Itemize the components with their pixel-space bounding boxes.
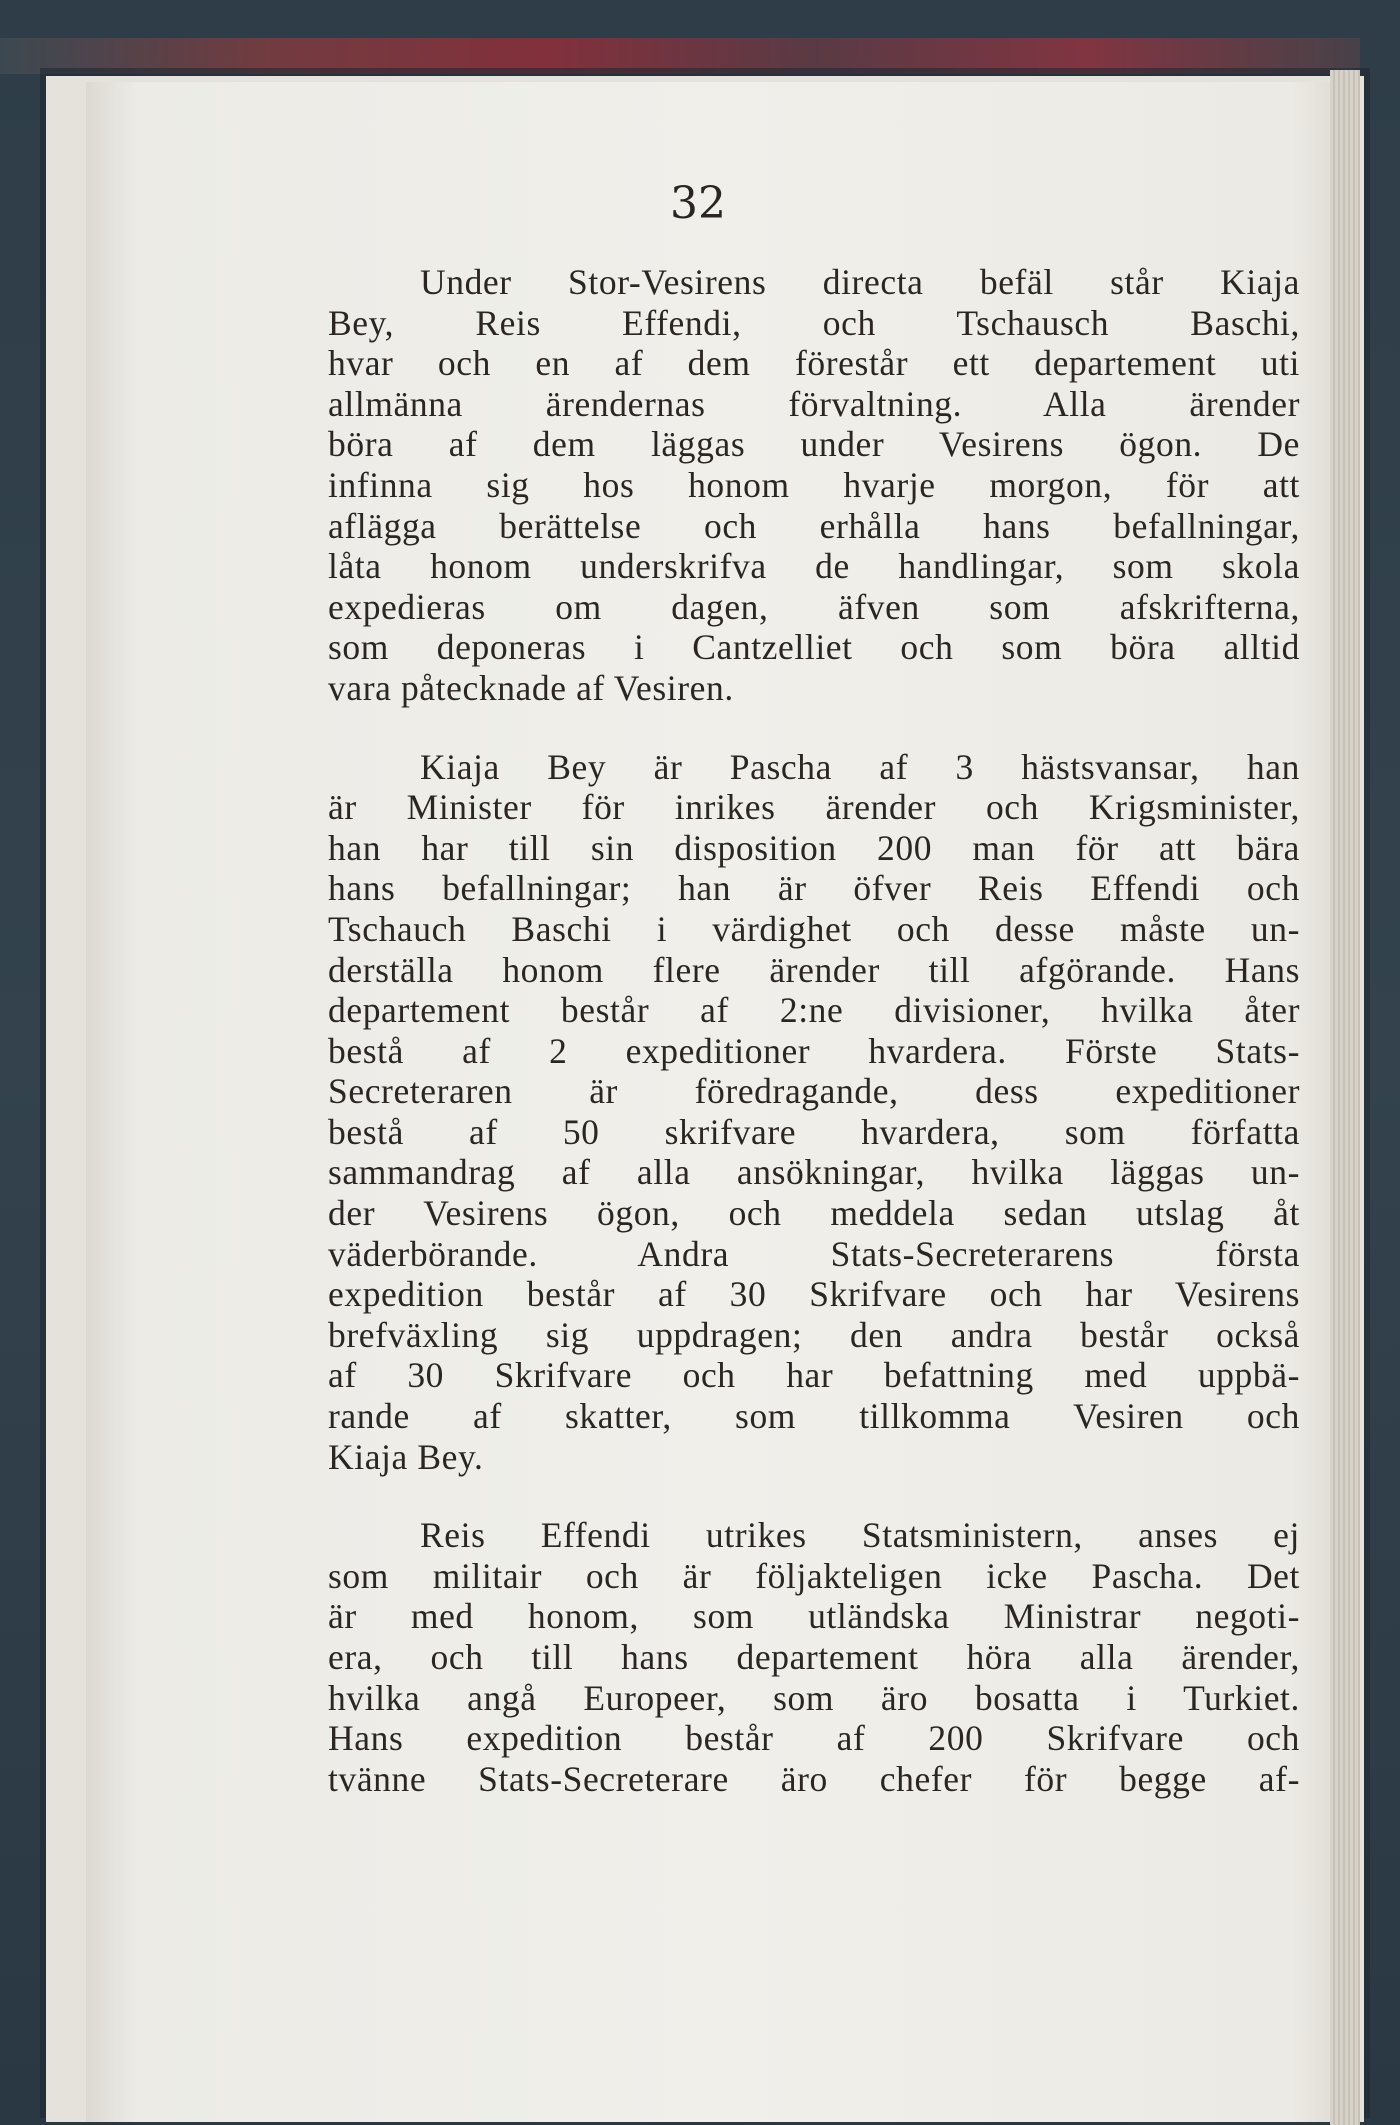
text-line: allmänna ärendernas förvaltning. Alla ärender <box>328 383 1300 424</box>
text-line: departement består af 2:ne divisioner, hvilka åter <box>328 990 1300 1031</box>
text-line: Secreteraren är föredragande, dess expeditioner <box>328 1071 1300 1112</box>
text-line: som deponeras i Cantzelliet och som böra alltid <box>328 627 1300 668</box>
text-line: hans befallningar; han är öfver Reis Effendi och <box>328 868 1300 909</box>
text-line: sammandrag af alla ansökningar, hvilka läggas un- <box>328 1152 1300 1193</box>
text-line: bestå af 2 expeditioner hvardera. Förste Stats- <box>328 1030 1300 1071</box>
text-line: är med honom, som utländska Ministrar negoti- <box>328 1596 1300 1637</box>
text-line: hvar och en af dem förestår ett departement uti <box>328 343 1300 384</box>
text-line: Reis Effendi utrikes Statsministern, anses ej <box>420 1515 1300 1556</box>
text-line: väderbörande. Andra Stats-Secreterarens första <box>328 1233 1300 1274</box>
text-line: infinna sig hos honom hvarje morgon, för att <box>328 464 1300 505</box>
paragraph-2 <box>328 747 1300 1478</box>
text-line: expedition består af 30 Skrifvare och har Vesirens <box>328 1274 1300 1315</box>
text-line: bestå af 50 skrifvare hvardera, som författa <box>328 1111 1300 1152</box>
text-line: tvänne Stats-Secreterare äro chefer för begge af- <box>328 1758 1300 1799</box>
text-line: är Minister för inrikes ärender och Krigsminister, <box>328 787 1300 828</box>
text-line: af 30 Skrifvare och har befattning med uppbä- <box>328 1355 1300 1396</box>
text-line: vara påtecknade af Vesiren. <box>328 667 734 708</box>
text-line: hvilka angå Europeer, som äro bosatta i Turkiet. <box>328 1677 1300 1718</box>
text-line: Bey, Reis Effendi, och Tschausch Baschi, <box>328 302 1300 343</box>
paragraph-3 <box>328 1515 1300 1799</box>
text-line: låta honom underskrifva de handlingar, som skola <box>328 546 1300 587</box>
text-line: Tschauch Baschi i värdighet och desse måste un- <box>328 908 1300 949</box>
text-line: rande af skatter, som tillkomma Vesiren och <box>328 1396 1300 1437</box>
body-text <box>328 262 1300 1799</box>
text-line: som militair och är följakteligen icke Pascha. Det <box>328 1555 1300 1596</box>
text-line: Kiaja Bey. <box>328 1436 484 1477</box>
text-line: derställa honom flere ärender till afgörande. Hans <box>328 949 1300 990</box>
text-line: der Vesirens ögon, och meddela sedan utslag åt <box>328 1193 1300 1234</box>
page-gutter-edges <box>1330 70 1360 2125</box>
text-line: han har till sin disposition 200 man för att bära <box>328 827 1300 868</box>
text-line: expedieras om dagen, äfven som afskrifterna, <box>328 586 1300 627</box>
text-line: Kiaja Bey är Pascha af 3 hästsvansar, han <box>420 746 1300 787</box>
text-line: Hans expedition består af 200 Skrifvare och <box>328 1718 1300 1759</box>
text-line: Under Stor-Vesirens directa befäl står Kiaja <box>420 262 1300 302</box>
page-number: 32 <box>670 178 726 229</box>
text-line: brefväxling sig uppdragen; den andra består också <box>328 1314 1300 1355</box>
paragraph-1 <box>328 262 1300 709</box>
text-line: aflägga berättelse och erhålla hans befallningar, <box>328 505 1300 546</box>
text-line: era, och till hans departement höra alla ärender, <box>328 1637 1300 1677</box>
text-line: böra af dem läggas under Vesirens ögon. De <box>328 424 1300 465</box>
